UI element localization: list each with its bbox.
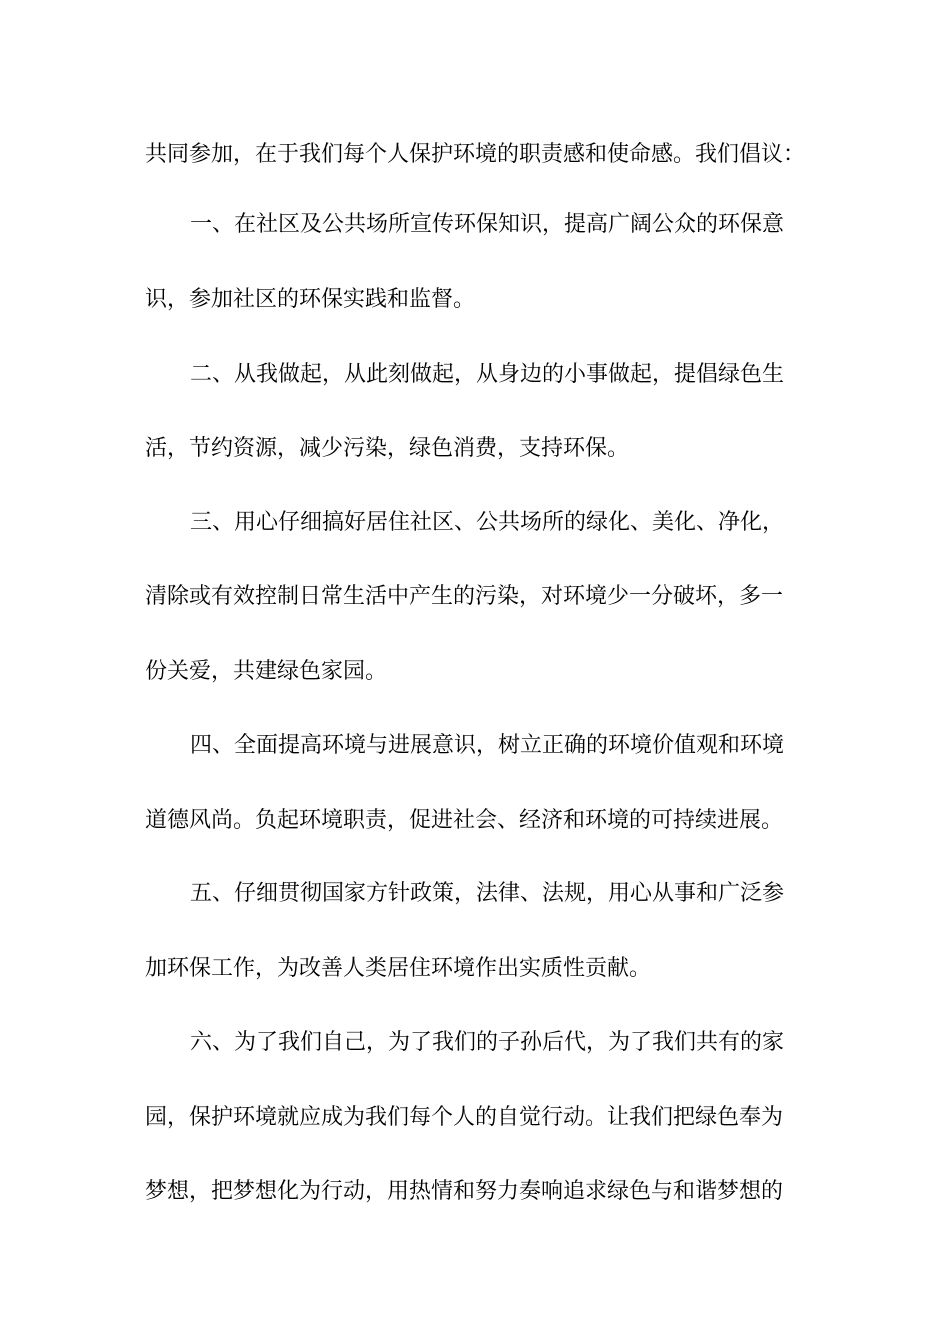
text-line: 活，节约资源，减少污染，绿色消费，支持环保。 xyxy=(145,436,630,461)
text-line: 四、全面提高环境与进展意识，树立正确的环境价值观和环境 xyxy=(190,733,785,758)
text-line: 梦想，把梦想化为行动，用热情和努力奏响追求绿色与和谐梦想的 xyxy=(145,1179,784,1204)
text-line: 五、仔细贯彻国家方针政策，法律、法规，用心从事和广泛参 xyxy=(190,881,785,906)
text-line: 一、在社区及公共场所宣传环保知识，提高广阔公众的环保意 xyxy=(190,212,785,237)
text-line: 加环保工作，为改善人类居住环境作出实质性贡献。 xyxy=(145,956,652,981)
text-line: 三、用心仔细搞好居住社区、公共场所的绿化、美化、净化， xyxy=(190,510,785,535)
text-line: 清除或有效控制日常生活中产生的污染，对环境少一分破坏，多一 xyxy=(145,584,784,609)
text-line: 道德风尚。负起环境职责，促进社会、经济和环境的可持续进展。 xyxy=(145,808,784,833)
text-line: 识，参加社区的环保实践和监督。 xyxy=(145,287,476,312)
text-line: 六、为了我们自己，为了我们的子孙后代，为了我们共有的家 xyxy=(190,1030,785,1055)
text-line: 份关爱，共建绿色家园。 xyxy=(145,659,388,684)
text-line: 二、从我做起，从此刻做起，从身边的小事做起，提倡绿色生 xyxy=(190,362,785,387)
text-line: 园，保护环境就应成为我们每个人的自觉行动。让我们把绿色奉为 xyxy=(145,1105,784,1130)
text-line: 共同参加，在于我们每个人保护环境的职责感和使命感。我们倡议： xyxy=(145,142,806,167)
